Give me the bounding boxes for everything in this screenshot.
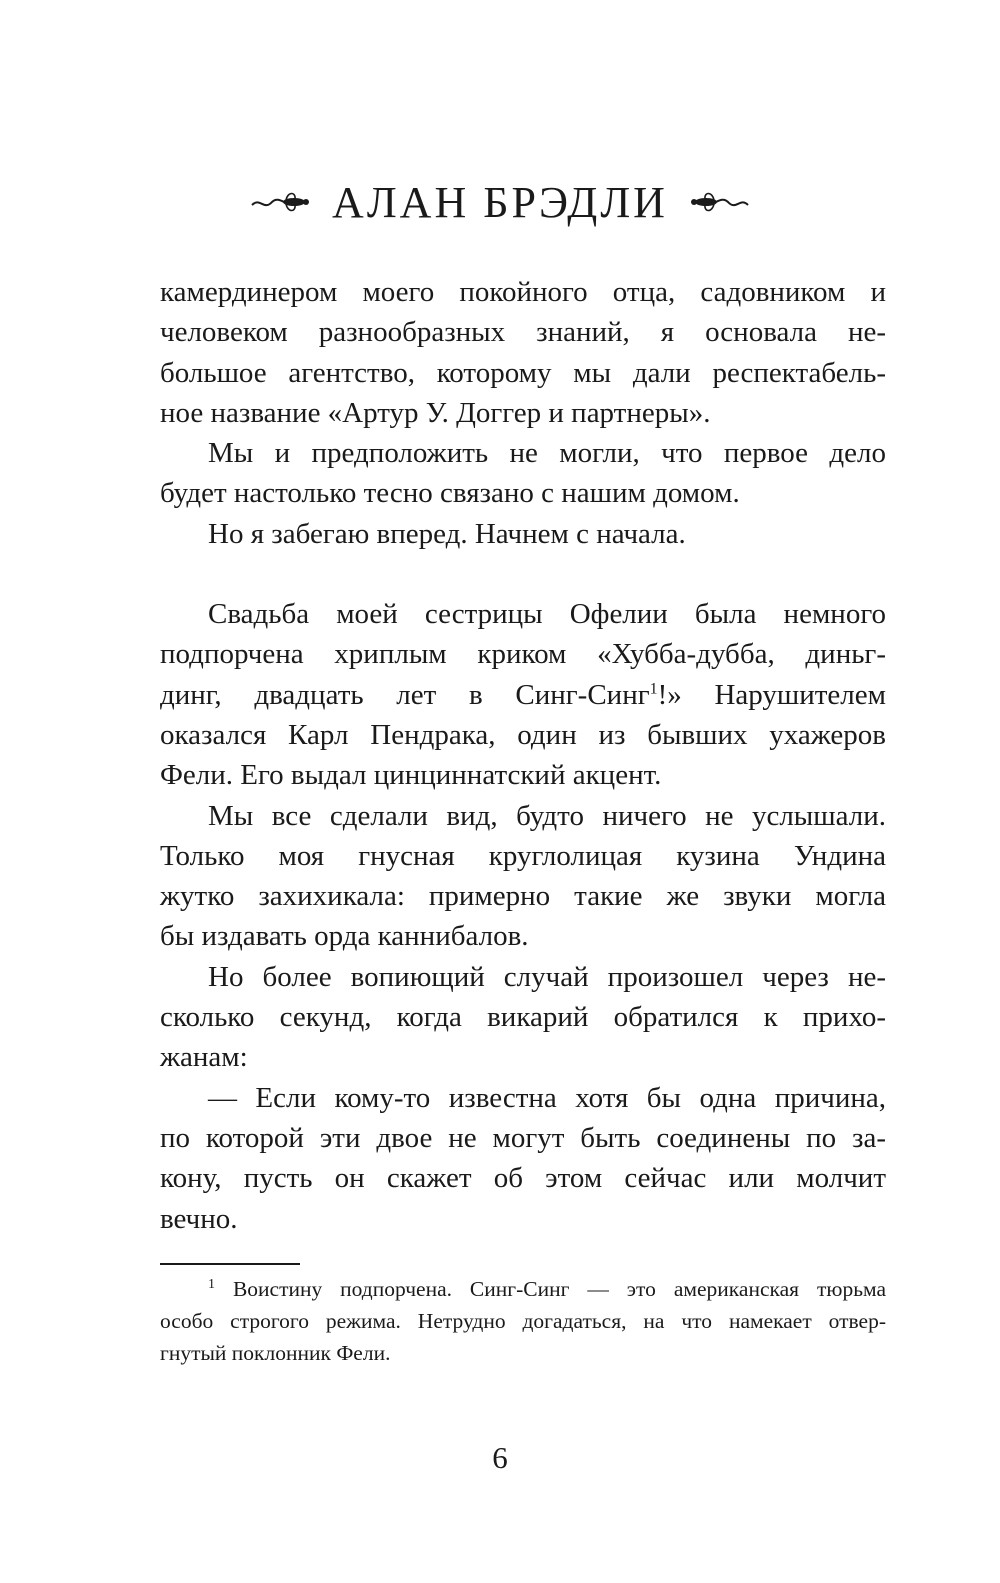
footnote-reference: 1 xyxy=(649,680,658,698)
text-line: вечно. xyxy=(160,1202,238,1235)
running-head-title: АЛАН БРЭДЛИ xyxy=(332,177,668,227)
footnote-line: гнутый поклонник Фели. xyxy=(160,1341,391,1365)
text-line: Фели. Его выдал цинциннатский акцент. xyxy=(160,759,662,792)
footnote xyxy=(160,1273,886,1369)
text-line: Но я забегаю вперед. Начнем с начала. xyxy=(208,517,686,550)
page-number: 6 xyxy=(492,1440,508,1475)
text-line: будет настолько тесно связано с нашим домом. xyxy=(160,477,740,510)
text-line: большое агентство, которому мы дали респектабель- xyxy=(160,356,886,389)
text-line: ное название «Артур У. Доггер и партнеры». xyxy=(160,396,711,429)
text-line: камердинером моего покойного отца, садовником и xyxy=(160,276,886,308)
footnote-marker: 1 xyxy=(208,1276,215,1292)
body-text xyxy=(160,272,886,1239)
running-head xyxy=(0,172,1000,232)
dragonfly-ornament-icon xyxy=(690,187,750,217)
text-line: бы издавать орда каннибалов. xyxy=(160,920,529,953)
text-line: Мы и предположить не могли, что первое дело xyxy=(208,437,886,470)
text-fragment: !» Нарушителем xyxy=(657,678,886,711)
text-line: человеком разнообразных знаний, я основала не- xyxy=(160,316,886,349)
text-line: по которой эти двое не могут быть соединены по за- xyxy=(160,1121,886,1154)
text-line: Только моя гнусная круглолицая кузина Ундина xyxy=(160,839,886,872)
section-break xyxy=(160,554,886,594)
text-line: жутко захихикала: примерно такие же звуки могла xyxy=(160,880,886,913)
text-line: оказался Карл Пендрака, один из бывших ухажеров xyxy=(160,718,886,751)
text-fragment: динг, двадцать лет в Синг-Синг xyxy=(160,678,650,711)
text-line: кону, пусть он скажет об этом сейчас или молчит xyxy=(160,1162,886,1195)
footnote-text: Воистину подпорчена. Синг-Синг — это американская тюрьма xyxy=(232,1277,886,1301)
text-line: жанам: xyxy=(160,1041,248,1074)
footnote-line: особо строгого режима. Нетрудно догадаться, на что намекает отвер- xyxy=(160,1309,886,1333)
text-line-with-footnote xyxy=(160,675,886,715)
text-line: Мы все сделали вид, будто ничего не услышали. xyxy=(208,799,886,832)
text-line: — Если кому-то известна хотя бы одна причина, xyxy=(208,1081,886,1114)
text-line: подпорчена хриплым криком «Хубба-дубба, диньг- xyxy=(160,638,886,671)
text-line: сколько секунд, когда викарий обратился к прихо- xyxy=(160,1001,886,1034)
text-line: Свадьба моей сестрицы Офелии была немного xyxy=(208,598,886,631)
footnote-line xyxy=(160,1273,886,1305)
dragonfly-ornament-icon xyxy=(250,187,310,217)
footnote-divider xyxy=(160,1263,300,1265)
text-line: Но более вопиющий случай произошел через не- xyxy=(208,960,886,993)
